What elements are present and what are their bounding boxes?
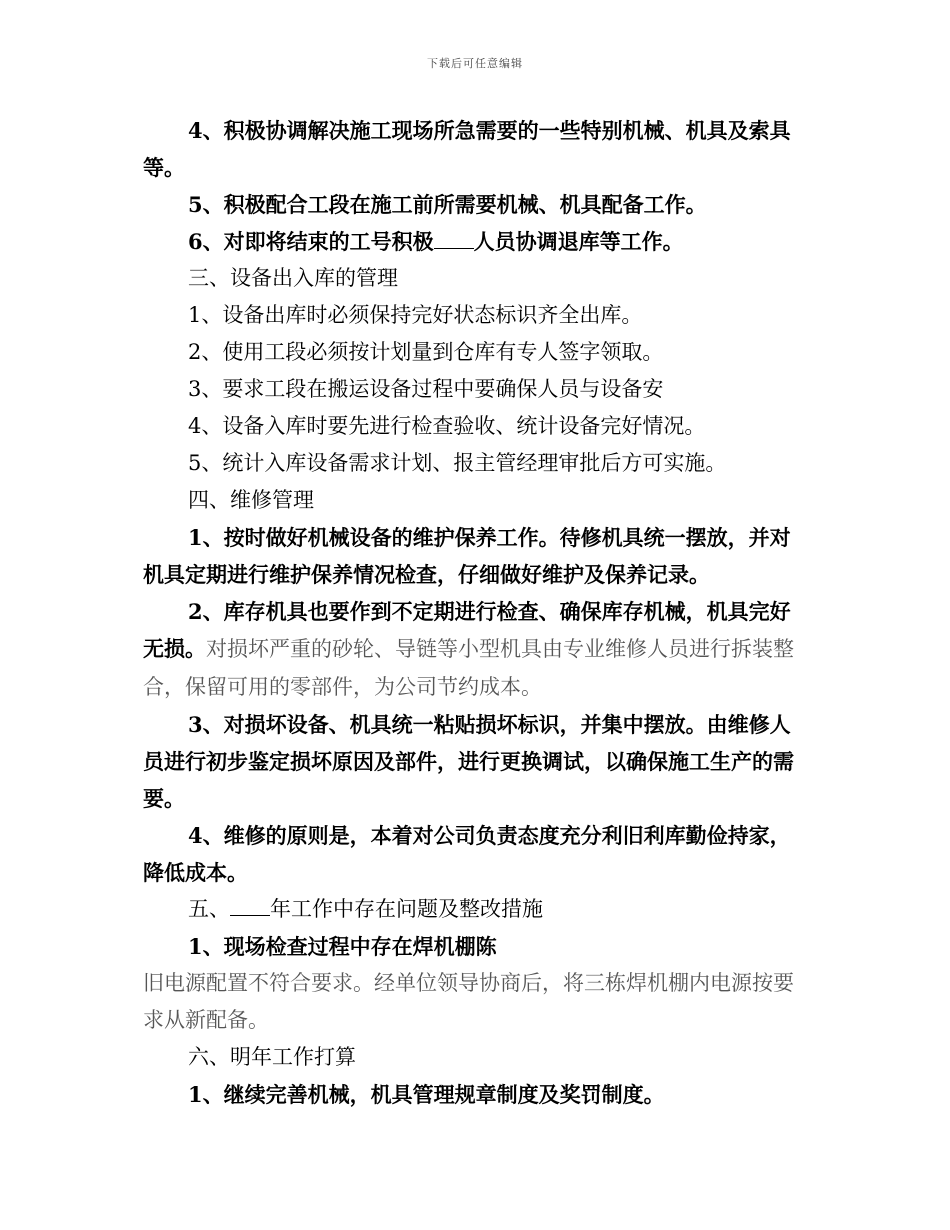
- blank-underline: [434, 230, 474, 249]
- paragraph-continuation: 旧电源配置不符合要求。经单位领导协商后，将三栋焊机棚内电源按要求从新配备。: [143, 971, 794, 1032]
- paragraph: 1、按时做好机械设备的维护保养工作。待修机具统一摆放，并对机具定期进行维护保养情况检查，仔细做好维护及保养记录。: [143, 525, 791, 587]
- paragraph-text: 五、: [188, 897, 230, 921]
- paragraph-text: 6、对即将结束的工号积极: [188, 229, 434, 254]
- paragraph: 3、要求工段在搬运设备过程中要确保人员与设备安: [188, 377, 664, 401]
- paragraph: [143, 593, 811, 706]
- section-heading: 六、明年工作打算: [188, 1045, 356, 1069]
- paragraph: 1、现场检查过程中存在焊机棚陈: [188, 934, 497, 959]
- paragraph: 1、继续完善机械，机具管理规章制度及奖罚制度。: [188, 1082, 665, 1107]
- paragraph-text: 2、库存机具也要作到不定期进行检查、确保库存机械，机具完好无损。: [143, 599, 791, 661]
- paragraph: 3、对损坏设备、机具统一粘贴损坏标识，并集中摆放。由维修人员进行初步鉴定损坏原因及部件，进行更换调试，以确保施工生产的需要。: [143, 712, 794, 811]
- paragraph-text: 人员协调退库等工作。: [473, 229, 684, 254]
- paragraph: 5、统计入库设备需求计划、报主管经理审批后方可实施。: [188, 451, 727, 475]
- blank-underline: [230, 897, 270, 916]
- paragraph: 4、设备入库时要先进行检查验收、统计设备完好情况。: [188, 414, 706, 438]
- paragraph: 4、积极协调解决施工现场所急需要的一些特别机械、机具及索具等。: [143, 118, 791, 180]
- paragraph: [143, 223, 811, 260]
- document-body: [143, 112, 811, 1113]
- page-header: 下载后可任意编辑: [427, 57, 523, 70]
- paragraph-text: 年工作中存在问题及整改措施: [270, 897, 543, 921]
- paragraph-text-light: 对损坏严重的砂轮、导链等小型机具由专业维修人员进行拆装整合，保留可用的零部件，为公司节约成本。: [143, 637, 794, 699]
- section-heading: 三、设备出入库的管理: [188, 266, 398, 290]
- section-heading: 四、维修管理: [188, 488, 314, 512]
- paragraph: 4、维修的原则是，本着对公司负责态度充分利旧利库勤俭持家，降低成本。: [143, 823, 791, 885]
- paragraph: 5、积极配合工段在施工前所需要机械、机具配备工作。: [188, 192, 707, 217]
- paragraph: 1、设备出库时必须保持完好状态标识齐全出库。: [188, 303, 643, 327]
- section-heading: [143, 891, 811, 928]
- paragraph: 2、使用工段必须按计划量到仓库有专人签字领取。: [188, 340, 664, 364]
